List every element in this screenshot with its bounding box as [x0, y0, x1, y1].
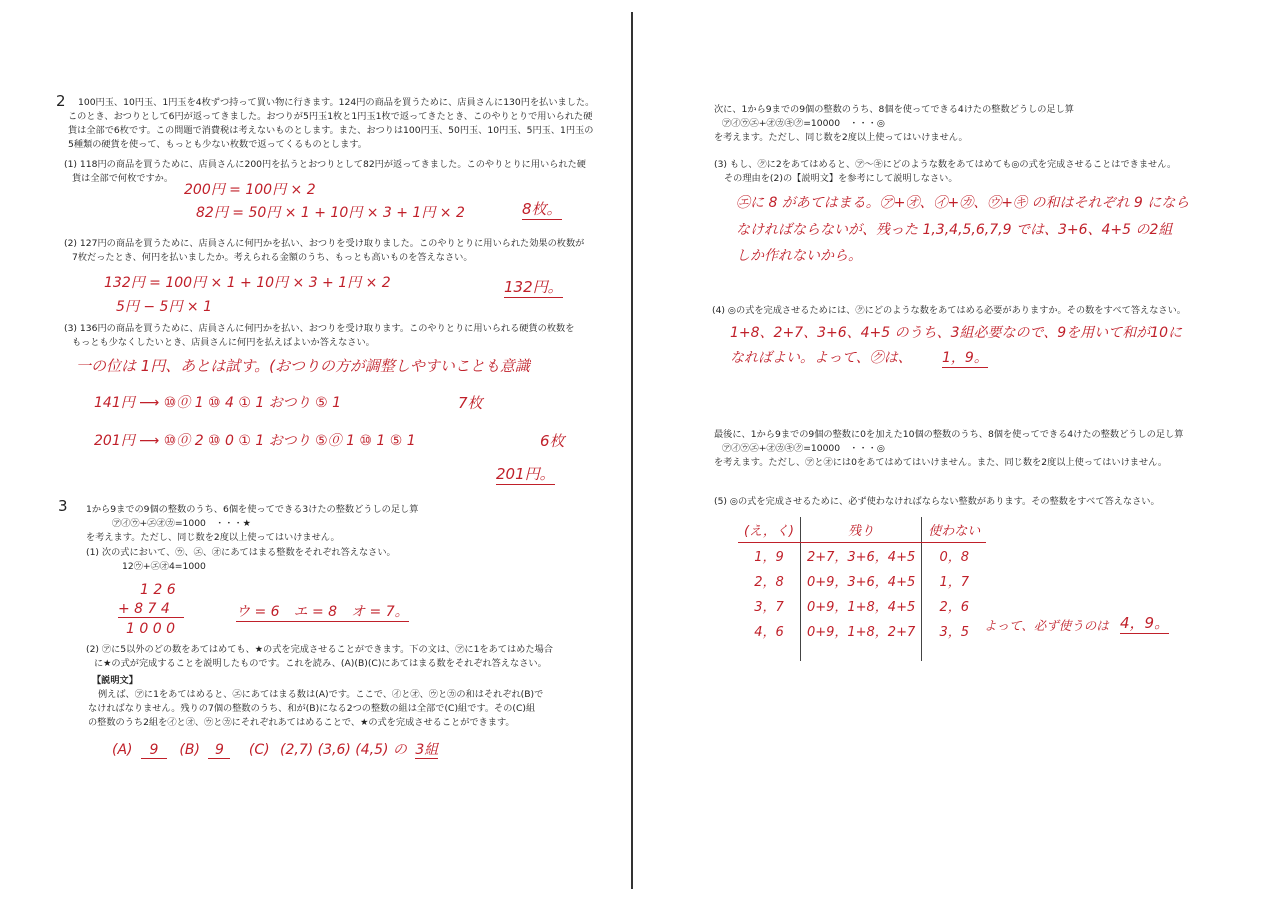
table-row: 2，8 0+9，3+6，4+5 1，7: [738, 568, 986, 593]
q2-part3-count-2: 6枚: [540, 432, 565, 450]
q3-part1-answer: ウ = 6 エ = 8 オ = 7。: [236, 601, 409, 622]
part3-work-line3: しか作れないから。: [736, 248, 862, 264]
part5-answer: 4，9。: [1120, 614, 1170, 632]
q2-part2-answer: 132円。: [504, 278, 563, 296]
table-row: 1，9 2+7，3+6，4+5 0，8: [738, 543, 986, 569]
question-3-number: 3: [58, 497, 68, 515]
part5-conclusion: よって、必ず使うのは: [984, 618, 1109, 633]
q2-part3-answer: 201円。: [496, 465, 555, 483]
explanation-text: 例えば、㋐に1をあてはめると、㋓にあてはまる数は(A)です。ここで、㋑と㋔、㋒と㋕の和はそれぞれ(B)で なければなりません。残りの7個の整数のうち、和が(B)になる2つの整数の組は全部で(C)組です。その(C)組 の整数のうち2組を㋑と㋔、㋒と㋕にそれぞれあてはめることで、★の式を完成させることができます。: [88, 689, 544, 728]
part3-work-line1: ㋓に 8 があてはまる。㋐+㋔、㋑+㋕、㋒+㋖ の和はそれぞれ 9 になら: [736, 195, 1190, 211]
q2-part3-count-1: 7枚: [458, 394, 483, 412]
table-header: 残り: [800, 517, 921, 543]
q3-part1-work-row3: 1 0 0 0: [126, 621, 175, 637]
part4-answer: 1，9。: [942, 347, 988, 368]
part4-text: (4) ◎の式を完成させるためには、㋗にどのような数をあてはめる必要がありますか。その数をすべて答えなさい。: [712, 305, 1186, 316]
table-header-row: [738, 517, 986, 543]
explanation-title: 【説明文】: [92, 675, 138, 686]
q2-part1-text: (1) 118円の商品を買うために、店員さんに200円を払うとおつりとして82円が返ってきました。このやりとりに用いられた硬 貨は全部で何枚ですか。: [64, 159, 586, 184]
q2-part1-work-line1: 200円 = 100円 × 2: [184, 182, 316, 198]
table-header: (え，く): [738, 517, 800, 543]
part4-work-line1: 1+8、2+7、3+6、4+5 のうち、3組必要なので、9を用いて和が10に: [730, 325, 1182, 341]
table-row: 3，7 0+9，1+8，4+5 2，6: [738, 593, 986, 618]
q2-part1-work-line2: 82円 = 50円 × 1 + 10円 × 3 + 1円 × 2: [196, 205, 465, 221]
q2-part3-work-line3: 201円 ⟶ ⑩⓪ 2 ⑩ 0 ① 1 おつり ⑤⓪ 1 ⑩ 1 ⑤ 1: [94, 433, 416, 449]
part3-text: (3) もし、㋗に2をあてはめると、㋐〜㋖にどのような数をあてはめても◎の式を完成させることはできません。 その理由を(2)の【説明文】を参考にして説明しなさい。: [714, 159, 1177, 184]
q3-part2-text: (2) ㋐に5以外のどの数をあてはめても、★の式を完成させることができます。下の文は、㋐に1をあてはめた場合 に★の式が完成することを説明したものです。これを読み、(A)(B)(C)にあてはまる数をそれぞれ答えなさい。: [86, 644, 553, 669]
table-row: 4，6 0+9，1+8，2+7 3，5: [738, 618, 986, 643]
q3-part1-work-row2: + 8 7 4: [118, 601, 184, 618]
q2-part1-answer: 8枚。: [522, 200, 562, 218]
table-header: 使わない: [922, 517, 987, 543]
q3-part1-text: (1) 次の式において、㋒、㋓、㋔にあてはまる整数をそれぞれ答えなさい。: [86, 547, 396, 558]
q3-part1-work-row1: 1 2 6: [140, 582, 176, 598]
q2-part2-work-line1: 132円 = 100円 × 1 + 10円 × 3 + 1円 × 2: [104, 275, 391, 291]
page-divider: [631, 12, 633, 889]
q2-part2-work-line2: 5円 − 5円 × 1: [116, 299, 212, 315]
q3-part1-equation: 12㋒+㋓㋔4=1000: [122, 561, 206, 572]
part4-work-line2: なればよい。よって、㋗は、: [730, 350, 912, 366]
q2-part3-work-line1: 一の位は 1円、あとは試す。(おつりの方が調整しやすいことも意識: [76, 357, 530, 375]
q2-part3-text: (3) 136円の商品を買うために、店員さんに何円かを払い、おつりを受け取ります。このやりとりに用いられる硬貨の枚数を もっとも少なくしたいとき、店員さんに何円を払えばよいか答えなさい。: [64, 323, 575, 348]
q3-intro: 1から9までの9個の整数のうち、6個を使ってできる3けたの整数どうしの足し算 ㋐㋑㋒+㋓㋔㋕=1000 ・・・★ を考えます。ただし、同じ数を2度以上使ってはいけません。: [86, 504, 419, 543]
part5-text: (5) ◎の式を完成させるために、必ず使わなければならない整数があります。その整数をすべて答えなさい。: [714, 496, 1160, 507]
q2-part2-text: (2) 127円の商品を買うために、店員さんに何円かを払い、おつりを受け取りました。このやりとりに用いられた効果の枚数が 7枚だったとき、何円を払いましたか。考えられる金額のうち、もっとも高いものを答えなさい。: [64, 238, 585, 263]
table-row: [738, 643, 986, 661]
q2-intro: 100円玉、10円玉、1円玉を4枚ずつ持って買い物に行きます。124円の商品を買うために、店員さんに130円を払いました。 このとき、おつりとして6円が返ってきました。おつりが5円玉1枚と1円玉1枚で返ってきたとき、このやりとりで用いられた硬 貨は全部で6枚です。この問題で消費税は考えないものとします。また、おつりは100円玉、50円玉、10円玉、5円玉、1円玉の 5種類の硬貨を使って、もっとも少ない枚数で返ってくるものとします。: [68, 97, 595, 150]
q3-part2-answers: (A) 9 (B) 9 (C) (2,7) (3,6) (4,5) の 3組: [112, 742, 439, 758]
part3-work-line2: なければならないが、残った 1,3,4,5,6,7,9 では、3+6、4+5 の2組: [736, 222, 1173, 238]
section-final-intro: 最後に、1から9までの9個の整数に0を加えた10個の整数のうち、8個を使ってできる4けたの整数どうしの足し算 ㋐㋑㋒㋓+㋔㋕㋖㋗=10000 ・・・◎ を考えます。ただし、㋐と㋔には0をあてはめてはいけません。また、同じ数を2度以上使ってはいけません。: [714, 429, 1184, 468]
q2-part3-work-line2: 141円 ⟶ ⑩⓪ 1 ⑩ 4 ① 1 おつり ⑤ 1: [94, 395, 341, 411]
section-4digit-intro: 次に、1から9までの9個の整数のうち、8個を使ってできる4けたの整数どうしの足し算 ㋐㋑㋒㋓+㋔㋕㋖㋗=10000 ・・・◎ を考えます。ただし、同じ数を2度以上使ってはいけません。: [714, 104, 1074, 143]
answer-table: [738, 517, 986, 661]
question-2-number: 2: [56, 92, 66, 110]
